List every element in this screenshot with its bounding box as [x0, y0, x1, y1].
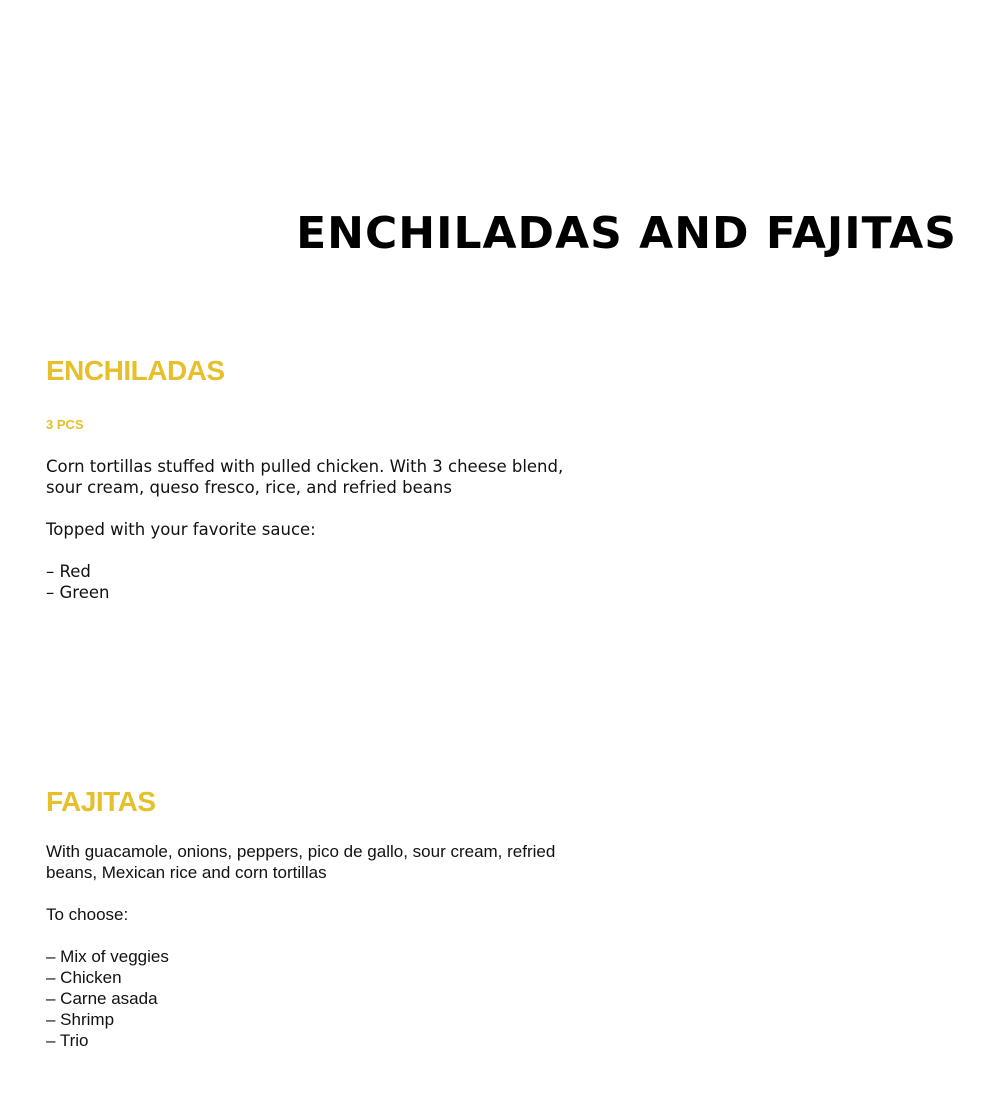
fajitas-section	[46, 783, 566, 1051]
enchiladas-sauce-prompt: Topped with your favorite sauce:	[46, 520, 316, 539]
fajitas-choose-prompt: To choose:	[46, 905, 129, 924]
enchiladas-sauce-list	[46, 561, 566, 603]
enchiladas-quantity: 3 PCS	[46, 417, 84, 432]
fajitas-body	[46, 841, 566, 1051]
list-item: – Red	[46, 562, 91, 581]
list-item: – Carne asada	[46, 989, 158, 1008]
fajitas-options-list	[46, 946, 566, 1051]
list-item: – Chicken	[46, 968, 122, 987]
enchiladas-description: Corn tortillas stuffed with pulled chicken. With 3 cheese blend, sour cream, queso fresco, rice, and refried beans	[46, 457, 564, 497]
list-item: – Trio	[46, 1031, 89, 1050]
list-item: – Mix of veggies	[46, 947, 169, 966]
enchiladas-body	[46, 456, 566, 603]
fajitas-heading: FAJITAS	[46, 786, 156, 817]
page-title: ENCHILADAS AND FAJITAS	[296, 208, 957, 259]
list-item: – Green	[46, 583, 110, 602]
enchiladas-heading: ENCHILADAS	[46, 355, 225, 386]
list-item: – Shrimp	[46, 1010, 115, 1029]
enchiladas-section	[46, 352, 566, 603]
fajitas-description: With guacamole, onions, peppers, pico de gallo, sour cream, refried beans, Mexican rice and corn tortillas	[46, 842, 556, 882]
